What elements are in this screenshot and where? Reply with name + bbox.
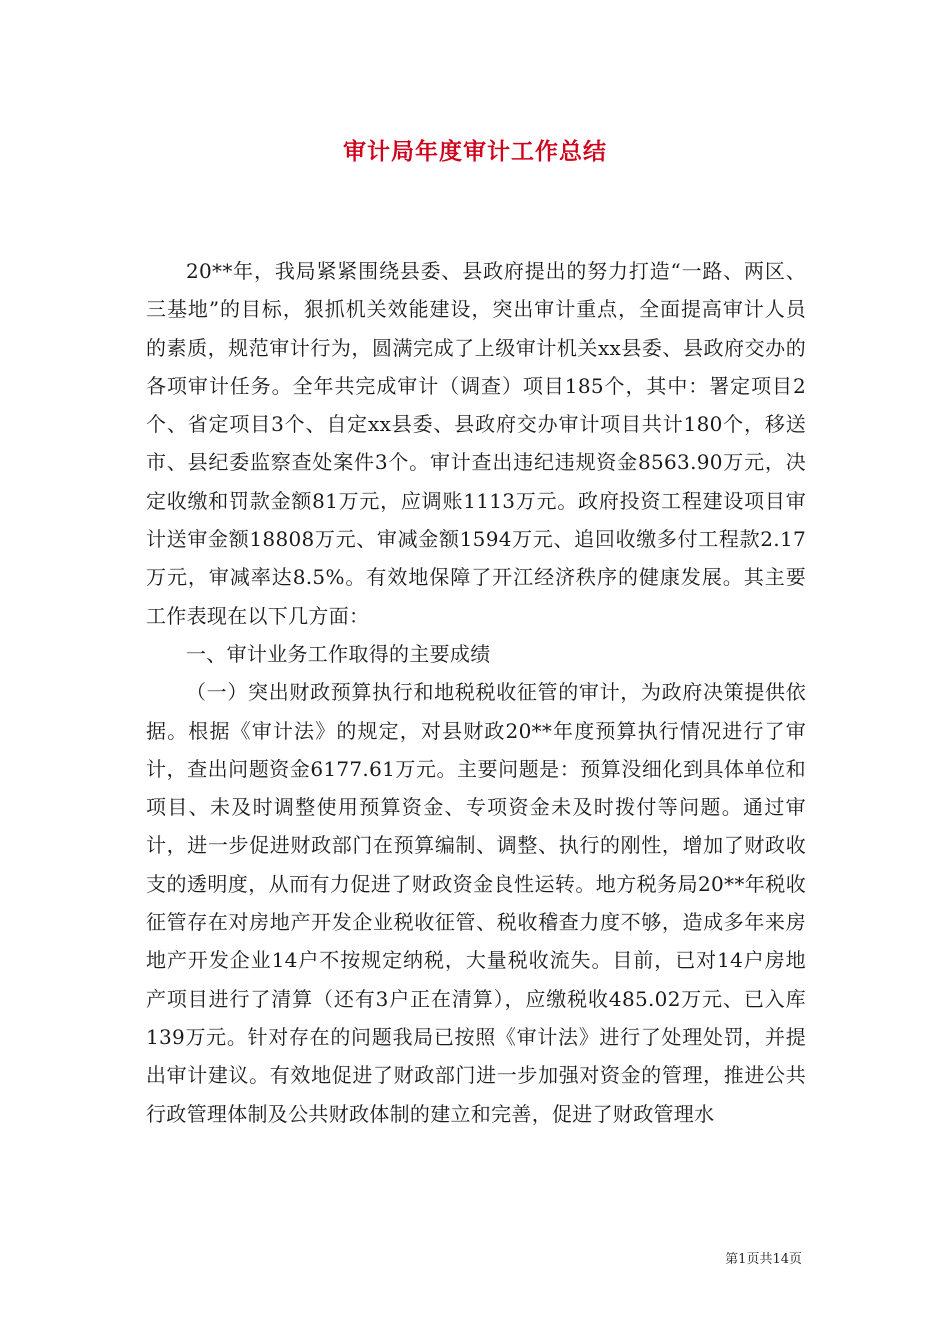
section-heading: 一、审计业务工作取得的主要成绩 — [186, 641, 491, 666]
page-number: 第1页共14页 — [725, 1252, 802, 1267]
paragraph-intro: 20**年，我局紧紧围绕县委、县政府提出的努力打造“一路、两区、三基地”的目标，狠抓机关效能建设，突出审计重点，全面提高审计人员的素质，规范审计行为，圆满完成了上级审计机关xx县委、县政府交办的各项审计任务。全年共完成审计（调查）项目185个，其中：署定项目2个、省定项目3个、自定xx县委、县政府交办审计项目共计180个，移送市、县纪委监察查处案件3个。审计查出违纪违规资金8563.90万元，决定收缴和罚款金额81万元，应调账1113万元。政府投资工程建设项目审计送审金额18808万元、审减金额1594万元、追回收缴多付工程款2.17万元，审减率达8.5%。有效地保障了开江经济秩序的健康发展。其主要工作表现在以下几方面： — [146, 259, 806, 628]
document-body — [146, 252, 806, 1133]
paragraph-section-one: （一）突出财政预算执行和地税税收征管的审计，为政府决策提供依据。根据《审计法》的规定，对县财政20**年度预算执行情况进行了审计，查出问题资金6177.61万元。主要问题是：预算没细化到具体单位和项目、未及时调整使用预算资金、专项资金未及时拨付等问题。通过审计，进一步促进财政部门在预算编制、调整、执行的刚性，增加了财政收支的透明度，从而有力促进了财政资金良性运转。地方税务局20**年税收征管存在对房地产开发企业税收征管、税收稽查力度不够，造成多年来房地产开发企业14户不按规定纳税，大量税收流失。目前，已对14户房地产项目进行了清算（还有3户正在清算），应缴税收485.02万元、已入库139万元。针对存在的问题我局已按照《审计法》进行了处理处罚，并提出审计建议。有效地促进了财政部门进一步加强对资金的管理，推进公共行政管理体制及公共财政体制的建立和完善，促进了财政管理水 — [146, 680, 806, 1126]
document-title: 审计局年度审计工作总结 — [343, 139, 607, 165]
